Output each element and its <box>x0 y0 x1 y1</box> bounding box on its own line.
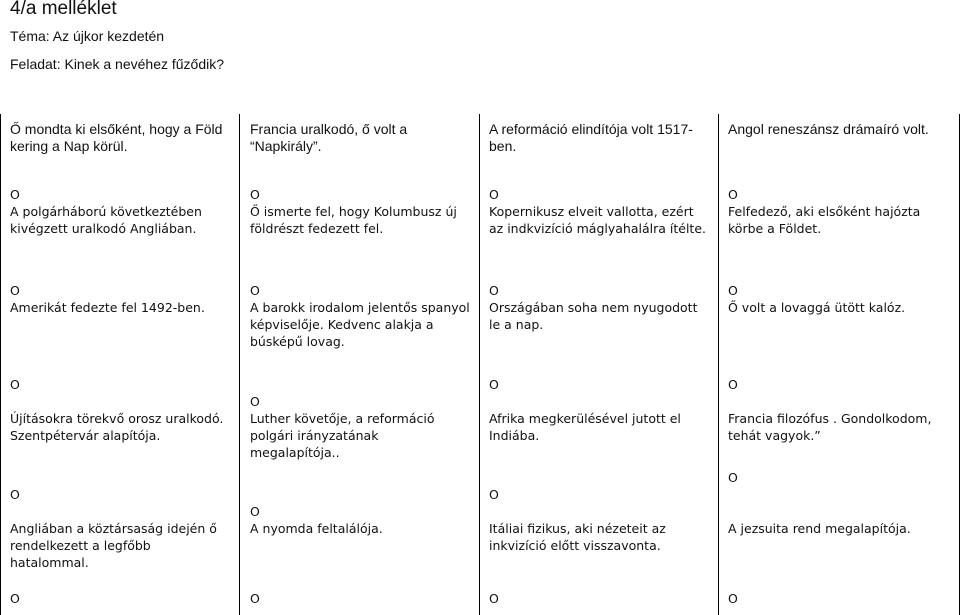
answer-mark: O <box>10 187 20 202</box>
answer-mark: O <box>489 377 499 392</box>
cell-text: Országában soha nem nyugodott le a nap. <box>489 300 698 332</box>
grid-cell <box>250 503 472 537</box>
cell-text: Angol reneszánsz drámaíró volt. <box>728 121 929 137</box>
cell-text: Felfedező, aki elsőként hajózta körbe a Földet. <box>728 204 921 236</box>
answer-mark: O <box>489 187 499 202</box>
answer-mark: O <box>728 470 738 485</box>
cell-text: Ő ismerte fel, hogy Kolumbusz új földrészt fedezett fel. <box>250 204 457 236</box>
cell-text: Kopernikusz elveit vallotta, ezért az indkvizíció máglyahalálra ítélte. <box>489 204 706 236</box>
cell-text: Angliában a köztársaság idején ő rendelkezett a legfőbb hatalommal. <box>10 521 217 570</box>
grid-cell <box>728 469 956 537</box>
cell-text: Újításokra törekvő orosz uralkodó. Szentpétervár alapítója. <box>10 411 224 443</box>
grid-cell <box>489 486 711 554</box>
grid-cell <box>250 393 472 461</box>
cell-text: Francia filozófus . Gondolkodom, tehát vagyok.” <box>728 411 932 443</box>
cell-text: Itáliai fizikus, aki nézeteit az inkvizíció előtt visszavonta. <box>489 521 666 553</box>
answer-mark: O <box>10 487 20 502</box>
cell-text: A reformáció elindítója volt 1517-ben. <box>489 121 693 154</box>
answer-mark: O <box>10 591 20 606</box>
document-title: 4/a melléklet <box>10 0 117 19</box>
grid-cell <box>250 121 455 155</box>
cell-text: Ő volt a lovaggá ütött kalóz. <box>728 300 906 315</box>
answer-mark: O <box>250 591 260 606</box>
grid-cell <box>10 121 225 155</box>
grid-cell <box>489 376 711 444</box>
answer-mark: O <box>728 377 738 392</box>
grid-cell <box>10 376 232 444</box>
cell-text: Afrika megkerülésével jutott el Indiába. <box>489 411 681 443</box>
task-line: Feladat: Kinek a nevéhez fűződik? <box>10 56 225 72</box>
grid-line <box>479 114 480 615</box>
answer-mark: O <box>250 394 260 409</box>
cell-text: A nyomda feltalálója. <box>250 521 383 536</box>
cell-text: Francia uralkodó, ő volt a “Napkirály”. <box>250 121 408 154</box>
theme-line: Téma: Az újkor kezdetén <box>10 28 165 44</box>
grid-cell <box>10 282 232 316</box>
grid-cell <box>10 486 232 571</box>
answer-mark: O <box>489 283 499 298</box>
cell-text: Luther követője, a reformáció polgári irányzatának megalapítója.. <box>250 411 435 460</box>
answer-mark: O <box>10 377 20 392</box>
grid-cell <box>728 186 956 237</box>
grid-cell <box>489 121 699 155</box>
answer-mark: O <box>10 283 20 298</box>
cell-text: A jezsuita rend megalapítója. <box>728 521 911 536</box>
grid-cell <box>10 186 232 237</box>
cell-text: Ő mondta ki elsőként, hogy a Föld kering a Nap körül. <box>10 121 223 154</box>
grid-cell <box>250 282 472 350</box>
grid-cell <box>489 282 711 333</box>
answer-mark: O <box>728 187 738 202</box>
answer-mark: O <box>489 591 499 606</box>
grid-cell <box>489 186 711 237</box>
answer-mark: O <box>728 591 738 606</box>
answer-mark: O <box>250 187 260 202</box>
grid-cell <box>728 376 956 444</box>
grid-cell <box>728 282 956 316</box>
answer-mark: O <box>250 283 260 298</box>
answer-mark: O <box>728 283 738 298</box>
grid-line <box>718 114 719 615</box>
grid-line <box>0 114 1 615</box>
grid-cell <box>728 121 953 138</box>
cell-text: A polgárháború következtében kivégzett uralkodó Angliában. <box>10 204 202 236</box>
matching-grid <box>0 114 960 615</box>
grid-line <box>239 114 240 615</box>
cell-text: Amerikát fedezte fel 1492-ben. <box>10 300 205 315</box>
answer-mark: O <box>489 487 499 502</box>
grid-cell <box>250 186 472 237</box>
answer-mark: O <box>250 504 260 519</box>
cell-text: A barokk irodalom jelentős spanyol képviselője. Kedvenc alakja a búsképű lovag. <box>250 300 470 349</box>
